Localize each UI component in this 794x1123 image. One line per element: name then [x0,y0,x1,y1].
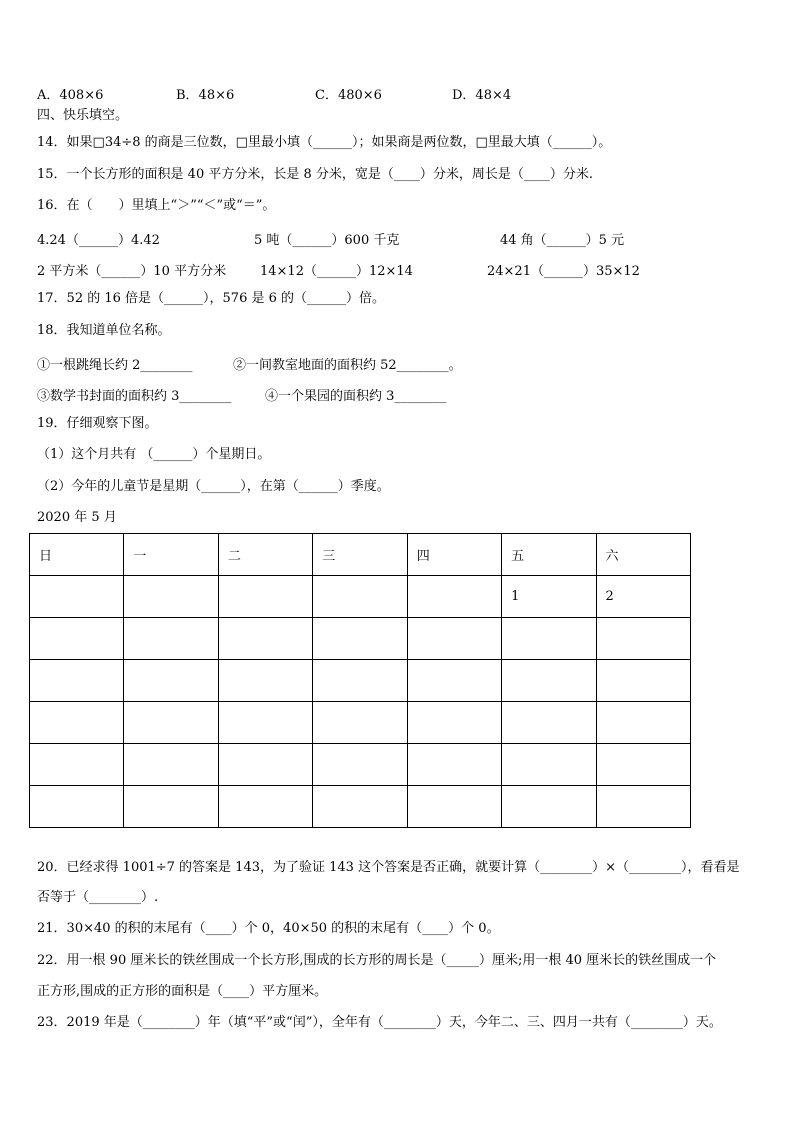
calendar-day-cell [218,702,312,744]
calendar-day-cell [502,744,596,786]
calendar-day-cell [407,660,501,702]
calendar-day-cell [313,660,407,702]
question-19-sub-1: （1）这个月共有 （______）个星期日。 [37,447,271,462]
calendar-day-cell [407,744,501,786]
calendar-header-cell: 六 [596,534,690,576]
option-d: D．48×4 [452,88,512,103]
q16-item: 4.24（______）4.42 [37,233,160,248]
question-20-line-2: 否等于（________）. [37,890,159,905]
question-22-line-2: 正方形,围成的正方形的面积是（____）平方厘米。 [37,984,328,999]
calendar-week-row [30,618,691,660]
calendar-day-cell [502,702,596,744]
question-18-stem: 18．我知道单位名称。 [37,323,171,338]
calendar-day-cell [124,744,218,786]
calendar-header-cell: 五 [502,534,596,576]
question-19-sub-2: （2）今年的儿童节是星期（______），在第（______）季度。 [37,479,390,494]
calendar-day-cell [218,618,312,660]
calendar-header-cell: 三 [313,534,407,576]
q16-item: 14×12（______）12×14 [260,264,413,279]
calendar-day-cell [218,576,312,618]
calendar-day-cell: 2 [596,576,690,618]
question-22-line-1: 22．用一根 90 厘米长的铁丝围成一个长方形,围成的长方形的周长是（_____）厘米;用一根 40 厘米长的铁丝围成一个 [37,953,717,968]
calendar-title: 2020 年 5 月 [37,510,117,525]
calendar-week-row [30,786,691,828]
question-17: 17．52 的 16 倍是（______），576 是 6 的（______）倍。 [37,291,386,306]
calendar-day-cell [313,618,407,660]
calendar-day-cell [30,576,124,618]
calendar-day-cell [218,660,312,702]
q16-item: 44 角（______）5 元 [500,233,625,248]
calendar-day-cell [596,618,690,660]
calendar-week-row [30,702,691,744]
calendar-day-cell [407,702,501,744]
calendar-day-cell [407,618,501,660]
q18-item-2: ②一间教室地面的面积约 52________。 [233,358,462,373]
option-a: A．408×6 [37,88,104,103]
q18-item-3: ③数学书封面的面积约 3________ [37,389,232,404]
calendar-day-cell [502,786,596,828]
calendar-header-cell: 日 [30,534,124,576]
calendar-day-cell [30,744,124,786]
question-21: 21．30×40 的积的末尾有（____）个 0，40×50 的积的末尾有（____）个 0。 [37,921,500,936]
question-16-stem: 16．在（ ）里填上“＞”“＜”或“＝”。 [37,198,276,213]
calendar-header-cell: 二 [218,534,312,576]
calendar-day-cell [407,786,501,828]
q16-item: 2 平方米（______）10 平方分米 [37,264,227,279]
calendar-day-cell [218,744,312,786]
calendar-header-cell: 一 [124,534,218,576]
calendar-day-cell [30,618,124,660]
section-title: 四、快乐填空。 [37,108,129,123]
calendar-day-cell [596,702,690,744]
q18-item-1: ①一根跳绳长约 2________ [37,358,193,373]
option-c: C．480×6 [315,88,382,103]
calendar-day-cell [30,702,124,744]
calendar-day-cell [407,576,501,618]
calendar-week-row [30,576,691,618]
calendar-day-cell [502,618,596,660]
question-14: 14．如果□34÷8 的商是三位数，□里最小填（______）；如果商是两位数，□里最大填（______）。 [37,135,612,150]
calendar-day-cell: 1 [502,576,596,618]
calendar-day-cell [218,786,312,828]
calendar-day-cell [124,786,218,828]
calendar-week-row [30,660,691,702]
calendar-day-cell [313,744,407,786]
calendar-day-cell [596,744,690,786]
calendar-day-cell [124,618,218,660]
calendar-table [29,533,691,828]
calendar-day-cell [124,660,218,702]
q16-item: 5 吨（______）600 千克 [254,233,400,248]
question-19-stem: 19．仔细观察下图。 [37,416,158,431]
question-20-line-1: 20．已经求得 1001÷7 的答案是 143，为了验证 143 这个答案是否正确，就要计算（________）×（________），看看是 [37,860,740,875]
calendar-day-cell [313,786,407,828]
calendar-day-cell [313,702,407,744]
q18-item-4: ④一个果园的面积约 3________ [265,389,447,404]
calendar-day-cell [502,660,596,702]
question-15: 15．一个长方形的面积是 40 平方分米，长是 8 分米，宽是（____）分米，周长是（____）分米. [37,167,594,182]
option-b: B．48×6 [176,88,235,103]
calendar-week-row [30,744,691,786]
calendar-day-cell [124,576,218,618]
calendar-day-cell [596,786,690,828]
q16-item: 24×21（______）35×12 [487,264,640,279]
calendar-header-cell: 四 [407,534,501,576]
calendar-day-cell [124,702,218,744]
calendar-day-cell [596,660,690,702]
calendar-day-cell [30,786,124,828]
calendar-day-cell [313,576,407,618]
question-23: 23．2019 年是（________）年（填“平”或“闰”），全年有（________）天，今年二、三、四月一共有（________）天。 [37,1015,722,1030]
calendar-header-row [30,534,691,576]
calendar-day-cell [30,660,124,702]
